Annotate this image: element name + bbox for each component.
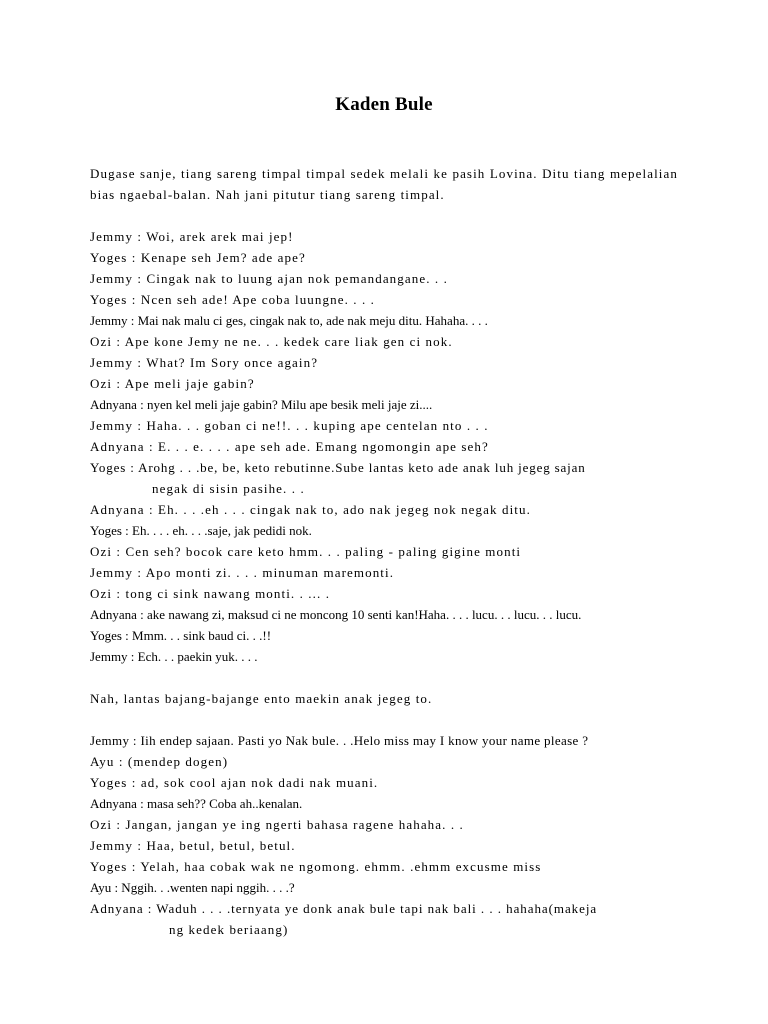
dialogue-line: Jemmy : Haa, betul, betul, betul.: [90, 838, 296, 853]
dialogue-line: Yoges : Mmm. . . sink baud ci. . .!!: [90, 628, 272, 643]
dialogue-line: Jemmy : Iih endep sajaan. Pasti yo Nak bule. . .Helo miss may I know your name please ?: [90, 733, 589, 748]
dialogue-line-continuation: negak di sisin pasihe. . .: [152, 481, 305, 496]
dialogue-line: Ayu : Nggih. . .wenten napi nggih. . . .?: [90, 880, 295, 895]
dialogue-line: Jemmy : Apo monti zi. . . . minuman maremonti.: [90, 565, 395, 580]
intro-paragraph: Dugase sanje, tiang sareng timpal timpal sedek melali ke pasih Lovina. Ditu tiang mepelalian bias ngaebal-balan. Nah jani pitutur tiang sareng timpal.: [90, 166, 678, 202]
dialogue-line: Adnyana : nyen kel meli jaje gabin? Milu ape besik meli jaje zi....: [90, 397, 433, 412]
dialogue-line: Ozi : Cen seh? bocok care keto hmm. . . paling - paling gigine monti: [90, 544, 522, 559]
dialogue-line: Jemmy : Haha. . . goban ci ne!!. . . kuping ape centelan nto . . .: [90, 418, 489, 433]
dialogue-line: Jemmy : Ech. . . paekin yuk. . . .: [90, 649, 258, 664]
dialogue-line: Yoges : Arohg . . .be, be, keto rebutinne.Sube lantas keto ade anak luh jegeg sajan: [90, 460, 586, 475]
dialogue-line: Ozi : Ape kone Jemy ne ne. . . kedek care liak gen ci nok.: [90, 334, 453, 349]
dialogue-line: Yoges : ad, sok cool ajan nok dadi nak muani.: [90, 775, 379, 790]
dialogue-line: Jemmy : What? Im Sory once again?: [90, 355, 319, 370]
dialogue-line: Jemmy : Woi, arek arek mai jep!: [90, 229, 294, 244]
dialogue-line: Adnyana : masa seh?? Coba ah..kenalan.: [90, 796, 303, 811]
dialogue-line: Ozi : Ape meli jaje gabin?: [90, 376, 255, 391]
document-title: Kaden Bule: [335, 94, 433, 115]
dialogue-line: Adnyana : ake nawang zi, maksud ci ne moncong 10 senti kan!Haha. . . . lucu. . . lucu. . . lucu.: [90, 607, 582, 622]
dialogue-line: Ozi : Jangan, jangan ye ing ngerti bahasa ragene hahaha. . .: [90, 817, 464, 832]
dialogue-line: Jemmy : Cingak nak to luung ajan nok pemandangane. . .: [90, 271, 448, 286]
dialogue-line: Yoges : Kenape seh Jem? ade ape?: [90, 250, 306, 265]
dialogue-line: Adnyana : E. . . e. . . . ape seh ade. Emang ngomongin ape seh?: [90, 439, 489, 454]
dialogue-line: Ayu : (mendep dogen): [90, 754, 229, 769]
paragraph-spacer: [90, 709, 678, 730]
paragraph-spacer: [90, 667, 678, 688]
dialogue-line: Yoges : Eh. . . . eh. . . .saje, jak pedidi nok.: [90, 523, 312, 538]
paragraph-spacer: [90, 205, 678, 226]
dialogue-line: Adnyana : Waduh . . . .ternyata ye donk anak bule tapi nak bali . . . hahaha(makeja: [90, 901, 598, 916]
dialogue-line: Ozi : tong ci sink nawang monti. . ... .: [90, 586, 331, 601]
dialogue-line: Adnyana : Eh. . . .eh . . . cingak nak to, ado nak jegeg nok negak ditu.: [90, 502, 531, 517]
dialogue-line: Jemmy : Mai nak malu ci ges, cingak nak to, ade nak meju ditu. Hahaha. . . .: [90, 313, 488, 328]
dialogue-line: Yoges : Ncen seh ade! Ape coba luungne. . . .: [90, 292, 376, 307]
dialogue-line-continuation: ng kedek beriaang): [169, 922, 289, 937]
narration-line: Nah, lantas bajang-bajange ento maekin anak jegeg to.: [90, 691, 433, 706]
dialogue-line: Yoges : Yelah, haa cobak wak ne ngomong. ehmm. .ehmm excusme miss: [90, 859, 542, 874]
document-body: [90, 163, 678, 940]
